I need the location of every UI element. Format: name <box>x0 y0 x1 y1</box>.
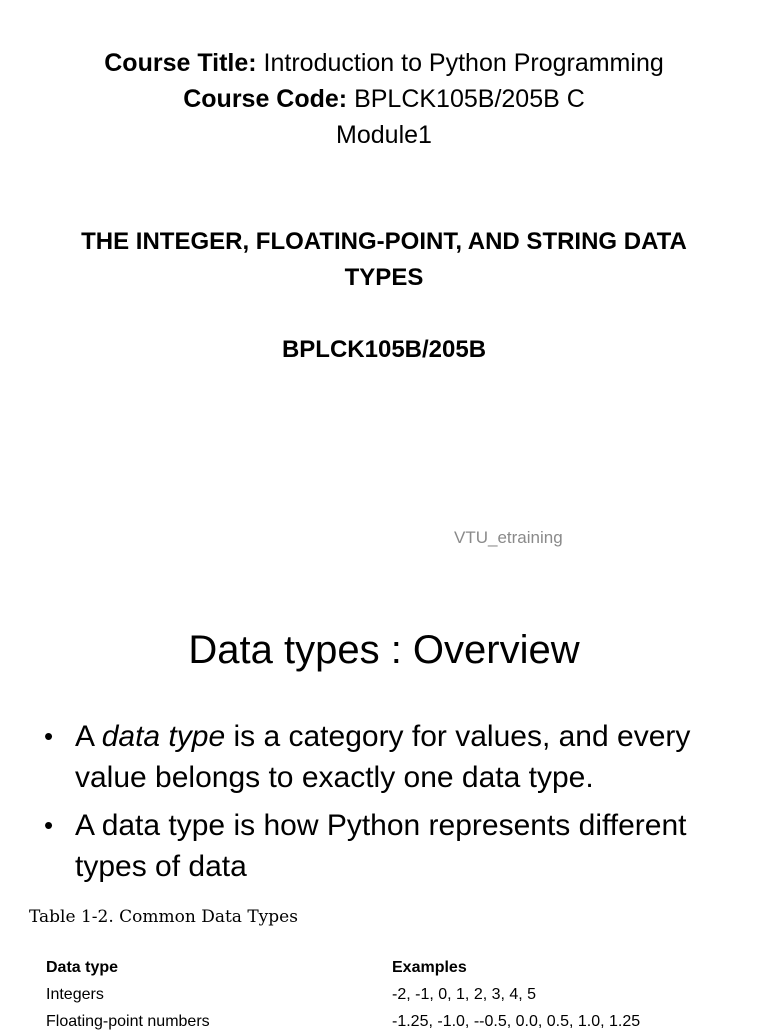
bullet-list <box>44 716 734 894</box>
course-code-value: BPLCK105B/205B C <box>347 85 585 113</box>
table-cell: Integers <box>46 985 104 1003</box>
course-title-label: Course Title: <box>104 49 257 77</box>
watermark: VTU_etraining <box>454 528 563 547</box>
table-cell: -2, -1, 0, 1, 2, 3, 4, 5 <box>392 985 537 1003</box>
bullet-dot-icon: • <box>44 721 54 751</box>
data-types-table <box>46 954 640 1035</box>
table-cell: -1.25, -1.0, --0.5, 0.0, 0.5, 1.0, 1.25 <box>392 1012 641 1030</box>
table-row <box>46 981 640 1008</box>
table-header-row <box>46 954 640 981</box>
column-header-data-type: Data type <box>46 958 119 976</box>
bullet-prefix: A <box>75 720 102 753</box>
bullet-rest: is a category for values, and every value belongs to exactly one data type. <box>75 720 691 794</box>
bullet-item <box>44 805 734 887</box>
module-label: Module1 <box>336 121 432 149</box>
slide-title: Data types : Overview <box>188 628 580 672</box>
table-row <box>46 1008 640 1035</box>
topic-heading: THE INTEGER, FLOATING-POINT, AND STRING DATA TYPES <box>81 228 687 291</box>
bullet-emphasis: data type <box>101 720 226 753</box>
code-heading: BPLCK105B/205B <box>281 336 487 363</box>
course-title-line <box>0 45 768 81</box>
overview-slide <box>0 580 768 1030</box>
course-code-label: Course Code: <box>183 85 348 113</box>
course-code-line <box>0 81 768 117</box>
table-cell: Floating-point numbers <box>46 1012 210 1030</box>
course-title-value: Introduction to Python Programming <box>256 49 664 77</box>
bullet-item <box>44 716 734 798</box>
bullet-dot-icon: • <box>44 810 54 840</box>
bullet-text: A data type is how Python represents different types of data <box>75 809 687 883</box>
column-header-examples: Examples <box>392 958 467 976</box>
table-caption: Table 1-2. Common Data Types <box>29 907 298 927</box>
